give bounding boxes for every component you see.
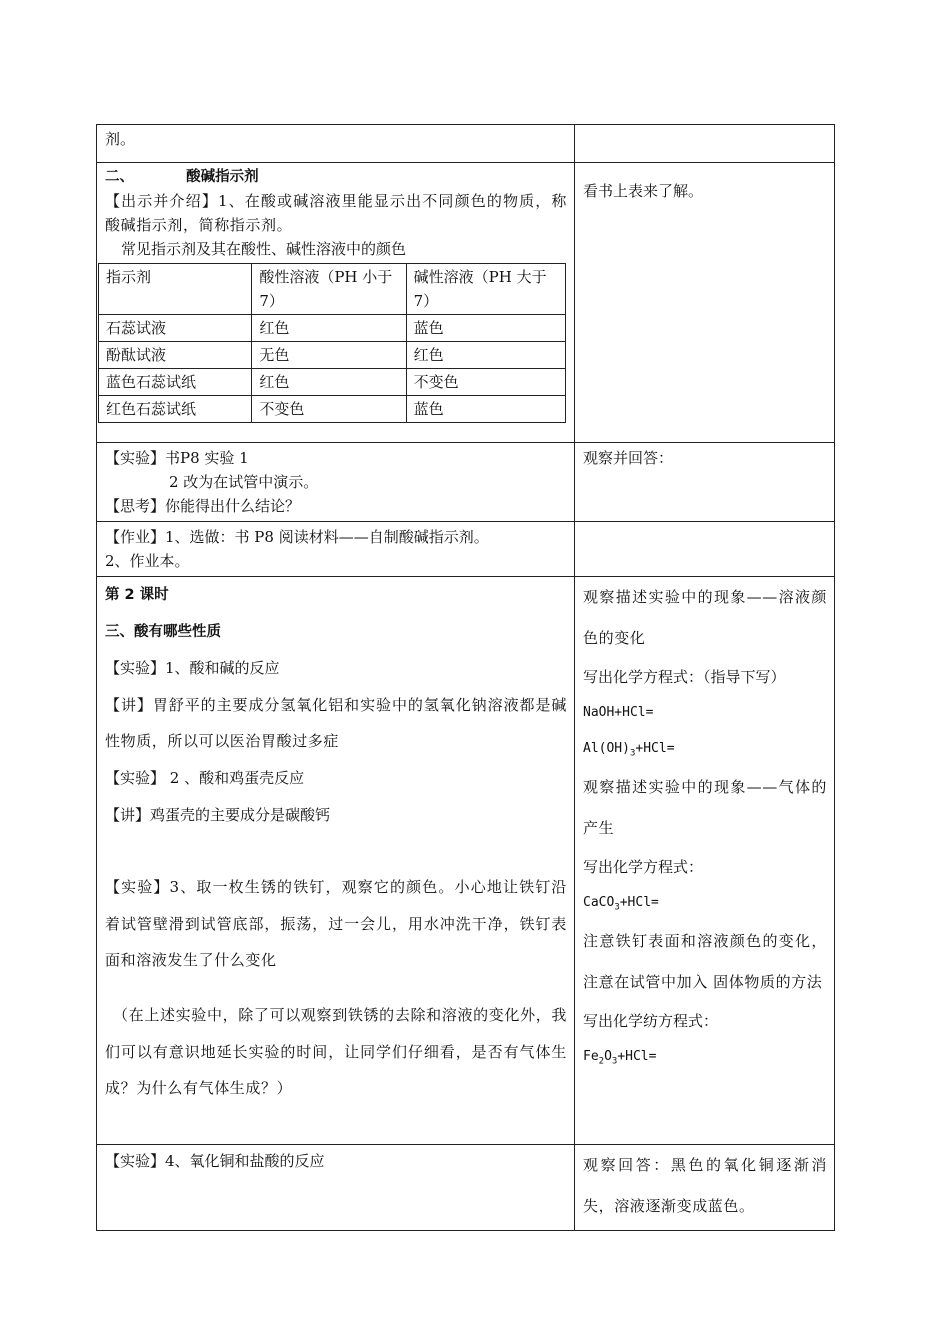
equation-fe2o3 xyxy=(583,1039,827,1075)
section2-heading xyxy=(105,165,567,189)
indicator-table-caption: 常见指示剂及其在酸性、碱性溶液中的颜色 xyxy=(121,240,407,258)
eq2-subscript: 3 xyxy=(629,748,636,759)
table-row xyxy=(97,125,835,163)
write-equation2: 写出化学方程式： xyxy=(583,858,704,876)
talk2: 【讲】鸡蛋壳的主要成分是碳酸钙 xyxy=(105,805,331,824)
indicator-cell: 红色 xyxy=(252,315,406,342)
row6-right-text: 观察回答：黑色的氧化铜逐渐消失，溶液逐渐变成蓝色。 xyxy=(583,1156,827,1215)
eq3-subscript: 3 xyxy=(614,902,620,913)
indicator-cell: 蓝色 xyxy=(406,315,565,342)
row4-left-cell xyxy=(97,522,575,577)
row3-right-text: 观察并回答： xyxy=(583,449,674,467)
eq2-part-a: Al(OH) xyxy=(583,741,630,756)
row1-right-cell xyxy=(575,125,835,163)
row1-left-cell xyxy=(97,125,575,163)
indicator-cell: 石蕊试液 xyxy=(99,315,252,342)
row3-left-cell xyxy=(97,443,575,522)
observation3: 注意铁钉表面和溶液颜色的变化，注意在试管中加入 固体物质的方法 xyxy=(583,932,827,991)
eq4-part-a: Fe xyxy=(583,1049,599,1064)
row3-line2: 2 改为在试管中演示。 xyxy=(169,473,319,491)
spacer xyxy=(105,833,567,869)
experiment3: 【实验】3、取一枚生锈的铁钉，观察它的颜色。小心地让铁钉沿着试管壁滑到试管底部，振荡，过一会儿，用水冲洗干净，铁钉表面和溶液发生了什么变化 xyxy=(105,878,567,970)
indicator-cell: 无色 xyxy=(252,342,406,369)
section2-heading-num: 二、 xyxy=(105,169,134,185)
eq3-part-a: CaCO xyxy=(583,895,615,910)
indicator-table-row xyxy=(99,396,566,423)
row1-text: 剂。 xyxy=(105,130,136,148)
write-equation1: 写出化学方程式：（指导下写） xyxy=(583,668,786,686)
observation2: 观察描述实验中的现象——气体的产生 xyxy=(583,778,827,837)
equation-aloh3 xyxy=(583,731,827,767)
lesson-label: 第 2 课时 xyxy=(105,587,169,603)
indicator-table-row xyxy=(99,342,566,369)
eq2-part-b: +HCl= xyxy=(635,741,675,756)
section2-right-cell xyxy=(575,163,835,443)
indicator-cell: 蓝色石蕊试纸 xyxy=(99,369,252,396)
row5-left-cell xyxy=(97,577,575,1145)
indicator-header-cell: 酸性溶液（PH 小于7） xyxy=(252,264,406,315)
section2-right-text: 看书上表来了解。 xyxy=(583,182,704,200)
row6-right-cell xyxy=(575,1145,835,1231)
section3-heading: 三、酸有哪些性质 xyxy=(105,623,221,640)
row3-right-cell xyxy=(575,443,835,522)
indicator-cell: 红色 xyxy=(406,342,565,369)
experiment1: 【实验】1、酸和碱的反应 xyxy=(105,659,280,678)
eq3-part-b: +HCl= xyxy=(619,895,659,910)
indicator-cell: 红色 xyxy=(252,369,406,396)
indicator-header-cell: 碱性溶液（PH 大于7） xyxy=(406,264,565,315)
indicator-table-header-row xyxy=(99,264,566,315)
spacer xyxy=(105,979,567,997)
indicator-cell: 红色石蕊试纸 xyxy=(99,396,252,423)
section2-intro: 【出示并介绍】1、在酸或碱溶液里能显示出不同颜色的物质，称酸碱指示剂，简称指示剂。 xyxy=(105,192,567,234)
table-row xyxy=(97,522,835,577)
row6-left-text: 【实验】4、氧化铜和盐酸的反应 xyxy=(105,1152,325,1170)
row3-line1: 【实验】书P8 实验 1 xyxy=(105,449,249,467)
indicator-table xyxy=(98,263,566,423)
experiment2: 【实验】 2 、酸和鸡蛋壳反应 xyxy=(105,768,305,787)
equation-caco3 xyxy=(583,885,827,921)
indicator-table-row xyxy=(99,369,566,396)
section2-heading-title: 酸碱指示剂 xyxy=(186,169,259,185)
equation-naoh: NaOH+HCl= xyxy=(583,705,654,720)
row3-line3: 【思考】你能得出什么结论？ xyxy=(105,497,301,515)
indicator-header-cell: 指示剂 xyxy=(99,264,252,315)
table-row xyxy=(97,443,835,522)
row6-left-cell xyxy=(97,1145,575,1231)
row4-line1: 【作业】1、选做：书 P8 阅读材料——自制酸碱指示剂。 xyxy=(105,528,489,546)
indicator-cell: 不变色 xyxy=(406,369,565,396)
experiment-note: （在上述实验中，除了可以观察到铁锈的去除和溶液的变化外，我们可以有意识地延长实验的时间，让同学们仔细看，是否有气体生成？为什么有气体生成？） xyxy=(105,1005,567,1098)
indicator-table-row xyxy=(99,315,566,342)
row4-right-cell xyxy=(575,522,835,577)
eq4-subscript1: 2 xyxy=(598,1056,605,1067)
indicator-cell: 酚酞试液 xyxy=(99,342,252,369)
talk1: 【讲】胃舒平的主要成分氢氧化铝和实验中的氢氧化钠溶液都是碱性物质，所以可以医治胃酸过多症 xyxy=(105,695,567,751)
table-row xyxy=(97,577,835,1145)
lesson-plan-table xyxy=(96,124,835,1231)
indicator-cell: 蓝色 xyxy=(406,396,565,423)
indicator-cell: 不变色 xyxy=(252,396,406,423)
row5-right-cell xyxy=(575,577,835,1145)
section2-left-cell xyxy=(97,163,575,443)
table-row xyxy=(97,163,835,443)
eq4-part-c: +HCl= xyxy=(617,1049,657,1064)
observation1: 观察描述实验中的现象——溶液颜色的变化 xyxy=(583,588,827,647)
table-row xyxy=(97,1145,835,1231)
row4-line2: 2、作业本。 xyxy=(105,552,190,570)
eq4-part-b: O xyxy=(604,1049,612,1064)
eq4-subscript2: 3 xyxy=(611,1056,618,1067)
write-equation3: 写出化学纺方程式： xyxy=(583,1012,719,1030)
